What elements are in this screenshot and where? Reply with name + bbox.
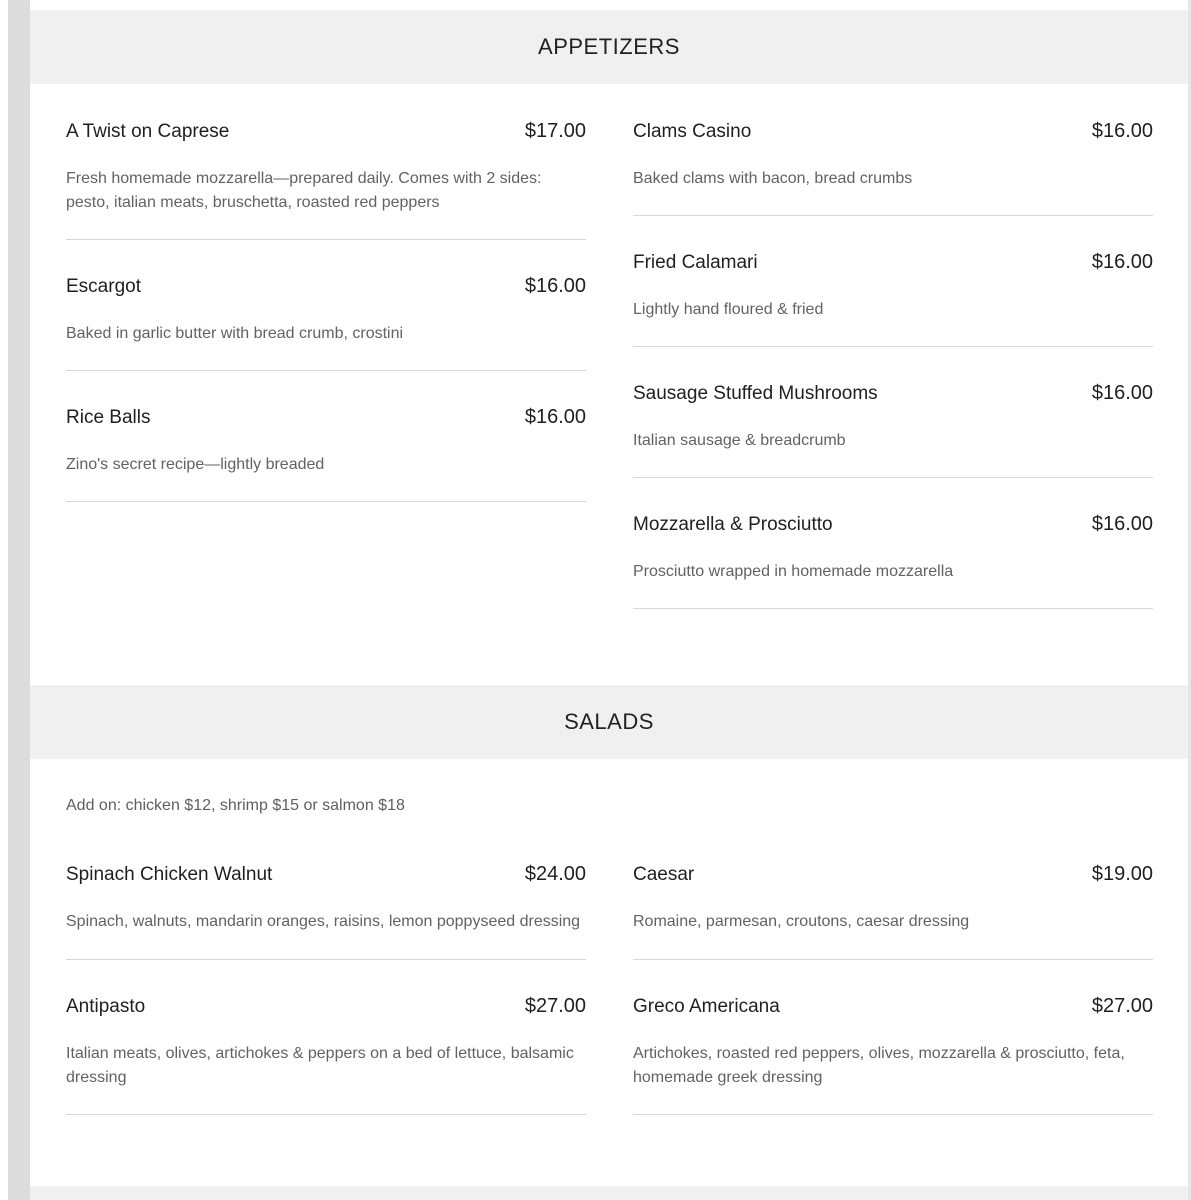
menu-item-price: $16.00 bbox=[524, 275, 586, 297]
menu-item-header bbox=[66, 275, 586, 301]
menu-item-name: Mozzarella & Prosciutto bbox=[633, 514, 833, 535]
left-rail bbox=[0, 0, 30, 1200]
menu-item-header bbox=[633, 382, 1153, 408]
appetizers-title: APPETIZERS bbox=[538, 34, 680, 59]
menu-item-price: $16.00 bbox=[1091, 120, 1153, 142]
menu-item-price: $19.00 bbox=[1091, 863, 1153, 885]
menu-item-description: Baked in garlic butter with bread crumb, crostini bbox=[66, 325, 404, 342]
menu-item-name: Escargot bbox=[66, 276, 141, 297]
menu-item-description: Baked clams with bacon, bread crumbs bbox=[633, 170, 913, 187]
menu-item[interactable] bbox=[66, 371, 586, 502]
salads-add-on-note: Add on: chicken $12, shrimp $15 or salmon $18 bbox=[66, 797, 405, 814]
menu-item-name: Rice Balls bbox=[66, 407, 151, 428]
menu-item-header bbox=[633, 513, 1153, 539]
menu-content bbox=[30, 0, 1188, 1200]
menu-item[interactable] bbox=[66, 960, 586, 1115]
menu-item-description: Artichokes, roasted red peppers, olives, mozzarella & prosciutto, feta, homemade greek dressing bbox=[633, 1045, 1125, 1086]
menu-item-description: Fresh homemade mozzarella—prepared daily. Comes with 2 sides: pesto, italian meats, bruschetta, roasted red peppers bbox=[66, 170, 542, 211]
next-section-header bbox=[30, 1186, 1188, 1200]
menu-item[interactable] bbox=[633, 853, 1153, 960]
menu-item-name: Fried Calamari bbox=[633, 252, 758, 273]
menu-item-header bbox=[66, 863, 586, 889]
menu-item[interactable] bbox=[633, 960, 1153, 1115]
menu-item-price: $27.00 bbox=[1091, 995, 1153, 1017]
menu-item-price: $24.00 bbox=[524, 863, 586, 885]
menu-item[interactable] bbox=[66, 240, 586, 371]
top-strip bbox=[30, 0, 1188, 10]
menu-item-description: Italian meats, olives, artichokes & peppers on a bed of lettuce, balsamic dressing bbox=[66, 1045, 574, 1086]
menu-item[interactable] bbox=[633, 347, 1153, 478]
menu-item-description: Spinach, walnuts, mandarin oranges, raisins, lemon poppyseed dressing bbox=[66, 913, 581, 930]
menu-item-name: Antipasto bbox=[66, 996, 146, 1017]
menu-item-name: Caesar bbox=[633, 864, 695, 885]
menu-item-price: $16.00 bbox=[1091, 513, 1153, 535]
menu-item-name: Sausage Stuffed Mushrooms bbox=[633, 383, 878, 404]
menu-item-header bbox=[633, 863, 1153, 889]
menu-item-header bbox=[66, 995, 586, 1021]
menu-item-name: Clams Casino bbox=[633, 121, 752, 142]
salads-header bbox=[30, 685, 1188, 759]
menu-item[interactable] bbox=[633, 110, 1153, 216]
menu-item-header bbox=[66, 120, 586, 146]
menu-item-header bbox=[633, 120, 1153, 146]
menu-item-description: Italian sausage & breadcrumb bbox=[633, 432, 846, 449]
menu-item-price: $27.00 bbox=[524, 995, 586, 1017]
menu-item-price: $16.00 bbox=[1091, 382, 1153, 404]
menu-item-description: Romaine, parmesan, croutons, caesar dressing bbox=[633, 913, 970, 930]
menu-item-price: $16.00 bbox=[524, 406, 586, 428]
menu-item-header bbox=[66, 406, 586, 432]
salads-left-column bbox=[66, 853, 586, 1115]
salads-right-column bbox=[633, 853, 1153, 1115]
menu-item-price: $16.00 bbox=[1091, 251, 1153, 273]
appetizers-right-column bbox=[633, 110, 1153, 609]
menu-item[interactable] bbox=[66, 110, 586, 240]
menu-item-name: A Twist on Caprese bbox=[66, 121, 230, 142]
menu-item-price: $17.00 bbox=[524, 120, 586, 142]
menu-item-name: Greco Americana bbox=[633, 996, 780, 1017]
appetizers-left-column bbox=[66, 110, 586, 502]
menu-item-header bbox=[633, 251, 1153, 277]
menu-item-description: Prosciutto wrapped in homemade mozzarella bbox=[633, 563, 954, 580]
menu-item[interactable] bbox=[633, 478, 1153, 609]
menu-item-description: Lightly hand floured & fried bbox=[633, 301, 824, 318]
appetizers-header bbox=[30, 10, 1188, 84]
left-rail-edge bbox=[0, 0, 8, 1200]
menu-item-header bbox=[633, 995, 1153, 1021]
salads-title: SALADS bbox=[564, 709, 654, 734]
menu-item-name: Spinach Chicken Walnut bbox=[66, 864, 273, 885]
menu-item-description: Zino's secret recipe—lightly breaded bbox=[66, 456, 325, 473]
menu-item[interactable] bbox=[66, 853, 586, 960]
menu-item[interactable] bbox=[633, 216, 1153, 347]
